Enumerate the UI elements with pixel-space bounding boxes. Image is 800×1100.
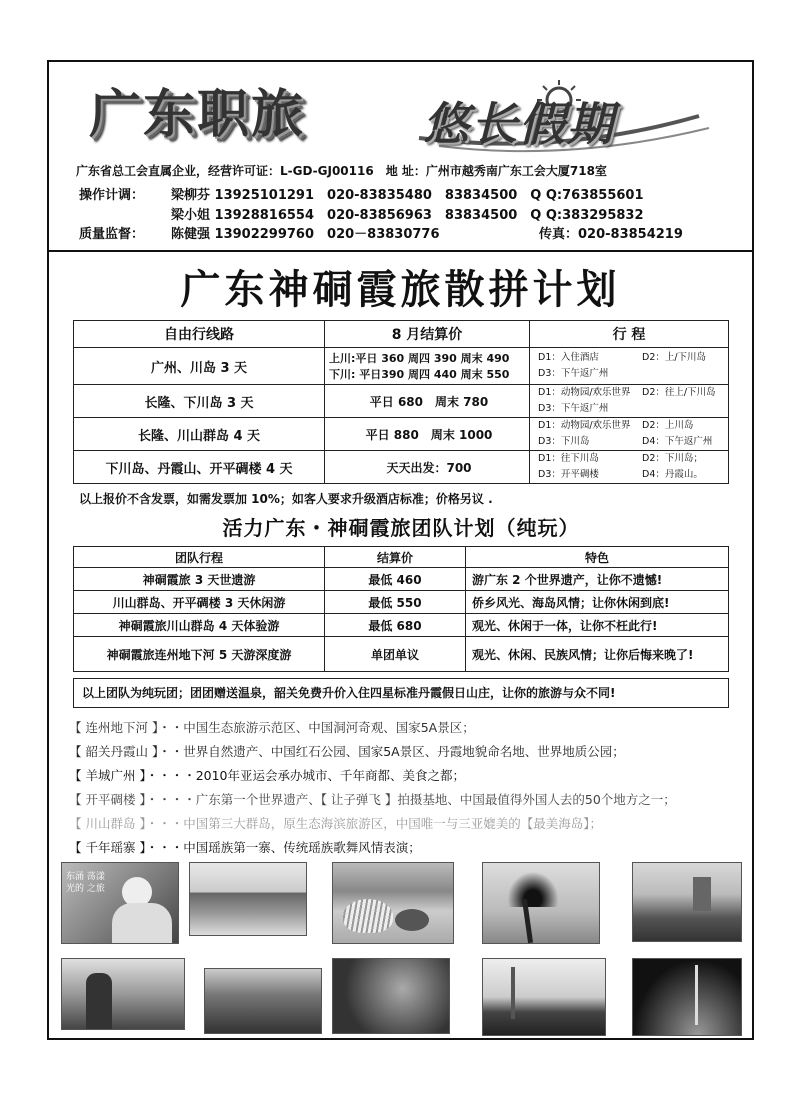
company-info: 广东省总工会直属企业，经营许可证：L-GD-GJ00116 地 址：广州市越秀南广东工会大厦718室	[76, 164, 607, 178]
table-row	[74, 568, 729, 591]
col-group-route: 团队行程	[74, 547, 325, 568]
itin-day: D4：下午返广州	[642, 436, 713, 447]
beach-crowd-photo	[189, 862, 307, 936]
itin-day: D2：上川岛	[642, 420, 694, 431]
couple-photo	[61, 862, 179, 944]
group-price-cell: 最低 460	[325, 568, 466, 591]
group-route-cell: 神硐霞旅连州地下河 5 天游深度游	[74, 637, 325, 672]
col-route: 自由行线路	[74, 321, 325, 348]
price-note: 以上报价不含发票，如需发票加 10%；如客人要求升级酒店标准；价格另议 .	[79, 492, 493, 506]
group-route-cell: 神硐霞旅川山群岛 4 天体验游	[74, 614, 325, 637]
price-cell	[325, 348, 530, 385]
itin-day: D4：丹霞山。	[642, 469, 703, 480]
logo-text: 悠长假期	[423, 97, 615, 151]
attraction-tag: 【 川山群岛 】	[69, 816, 146, 831]
group-price-cell: 单团单议	[325, 637, 466, 672]
canton-tower-night-photo	[632, 958, 742, 1036]
route-cell: 长隆、川山群岛 4 天	[74, 418, 325, 451]
price-line: 下川: 平日390 周四 440 周末 550	[329, 368, 510, 381]
table-row	[74, 385, 729, 418]
palm-tree-photo	[482, 862, 600, 944]
col-group-price: 结算价	[325, 547, 466, 568]
feature-cell: 观光、休闲、民族风情；让你后悔来晚了!	[466, 637, 729, 672]
itinerary-cell	[530, 451, 729, 484]
itin-day: D1：动物园/欢乐世界	[538, 420, 631, 431]
holiday-logo	[399, 76, 719, 156]
attraction-desc: ・・世界自然遗产、中国红石公园、国家5A景区、丹霞地貌命名地、世界地质公园；	[158, 744, 625, 759]
itin-day: D1：动物园/欢乐世界	[538, 387, 631, 398]
table-row	[74, 418, 729, 451]
group-tour-table	[73, 546, 729, 672]
route-cell: 长隆、下川岛 3 天	[74, 385, 325, 418]
itin-day: D2：往上/下川岛	[642, 387, 716, 398]
attraction-item	[69, 766, 465, 784]
itin-day: D1：入住酒店	[538, 352, 599, 363]
attraction-tag: 【 千年瑶寨 】	[69, 840, 146, 855]
feature-cell: 游广东 2 个世界遗产，让你不遗憾!	[466, 568, 729, 591]
quality-contact: 陈健强 13902299760 020－83830776	[171, 227, 440, 242]
attraction-desc: ・・・・广东第一个世界遗产、【 让子弹飞 】拍摄基地、中国最值得外国人去的50个地方之一；	[145, 792, 676, 807]
feature-cell: 侨乡风光、海岛风情；让你休闲到底!	[466, 591, 729, 614]
operator-contact-2: 梁小姐 13928816554 020-83856963 83834500 Q Q:383295832	[171, 208, 644, 223]
free-travel-table	[73, 320, 729, 484]
attraction-tag: 【 韶关丹霞山 】	[69, 744, 159, 759]
itin-day: D2：下川岛；	[642, 453, 703, 464]
flyer-frame	[47, 60, 754, 1040]
attraction-tag: 【 开平碉楼 】	[69, 792, 146, 807]
col-feature: 特色	[466, 547, 729, 568]
table-header-row	[74, 547, 729, 568]
danxia-rock-photo	[61, 958, 185, 1030]
table-row	[74, 348, 729, 385]
feature-cell: 观光、休闲于一体，让你不枉此行!	[466, 614, 729, 637]
seashell-photo	[332, 862, 454, 944]
attraction-desc: ・・・・2010年亚运会承办城市、千年商都、美食之都；	[145, 768, 466, 783]
itin-day: D3：下午返广州	[538, 403, 609, 414]
operator-label: 操作计调：	[79, 188, 145, 203]
itin-day: D3：下川岛	[538, 436, 590, 447]
col-itinerary: 行 程	[530, 321, 729, 348]
attraction-tag: 【 连州地下河 】	[69, 720, 159, 735]
price-cell: 平日 680 周末 780	[325, 385, 530, 418]
group-plan-title: 活力广东・神硐霞旅团队计划（纯玩）	[222, 516, 580, 540]
brand-name: 广东职旅	[89, 85, 306, 145]
price-cell: 天天出发：700	[325, 451, 530, 484]
route-cell: 广州、川岛 3 天	[74, 348, 325, 385]
itin-day: D3：下午返广州	[538, 368, 609, 379]
itin-day: D2：上/下川岛	[642, 352, 707, 363]
fax-number: 传真：020-83854219	[539, 227, 683, 242]
attraction-item	[69, 790, 676, 808]
price-cell: 平日 880 周末 1000	[325, 418, 530, 451]
table-row	[74, 591, 729, 614]
group-price-cell: 最低 680	[325, 614, 466, 637]
photo-caption: 东涌 荡漾 光的 之旅	[66, 872, 105, 894]
attraction-desc: ・・・中国瑶族第一寨、传统瑶族歌舞风情表演；	[145, 840, 421, 855]
itin-day: D3：开平碉楼	[538, 469, 599, 480]
price-line: 上川:平日 360 周四 390 周末 490	[329, 352, 510, 365]
route-cell: 下川岛、丹霞山、开平碉楼 4 天	[74, 451, 325, 484]
attraction-tag: 【 羊城广州 】	[69, 768, 146, 783]
itinerary-cell	[530, 385, 729, 418]
cave-river-photo	[332, 958, 450, 1034]
operator-contact-1: 梁柳芬 13925101291 020-83835480 83834500 Q Q:763855601	[171, 188, 644, 203]
group-route-cell: 神硐霞旅 3 天世遗游	[74, 568, 325, 591]
group-route-cell: 川山群岛、开平碉楼 3 天休闲游	[74, 591, 325, 614]
itinerary-cell	[530, 348, 729, 385]
quality-label: 质量监督：	[79, 227, 145, 242]
attraction-item	[69, 814, 602, 832]
itin-day: D1：往下川岛	[538, 453, 599, 464]
attraction-desc: ・・中国生态旅游示范区、中国洞河奇观、国家5A景区；	[158, 720, 475, 735]
canton-tower-day-photo	[482, 958, 606, 1036]
attraction-item	[69, 838, 421, 856]
diaolou-tower-photo	[632, 862, 742, 942]
yao-village-photo	[204, 968, 322, 1034]
group-price-cell: 最低 550	[325, 591, 466, 614]
col-price: 8 月结算价	[325, 321, 530, 348]
group-note: 以上团队为纯玩团；团团赠送温泉，韶关免费升价入住四星标准丹霞假日山庄，让你的旅游与众不同!	[73, 678, 729, 708]
main-title: 广东神硐霞旅散拼计划	[180, 267, 621, 313]
attraction-desc: ・・・中国第三大群岛，原生态海滨旅游区，中国唯一与三亚媲美的【最美海岛】；	[145, 816, 602, 831]
itinerary-cell	[530, 418, 729, 451]
table-header-row	[74, 321, 729, 348]
table-row	[74, 451, 729, 484]
attraction-item	[69, 742, 625, 760]
header	[49, 62, 752, 252]
table-row	[74, 637, 729, 672]
attraction-item	[69, 718, 475, 736]
table-row	[74, 614, 729, 637]
